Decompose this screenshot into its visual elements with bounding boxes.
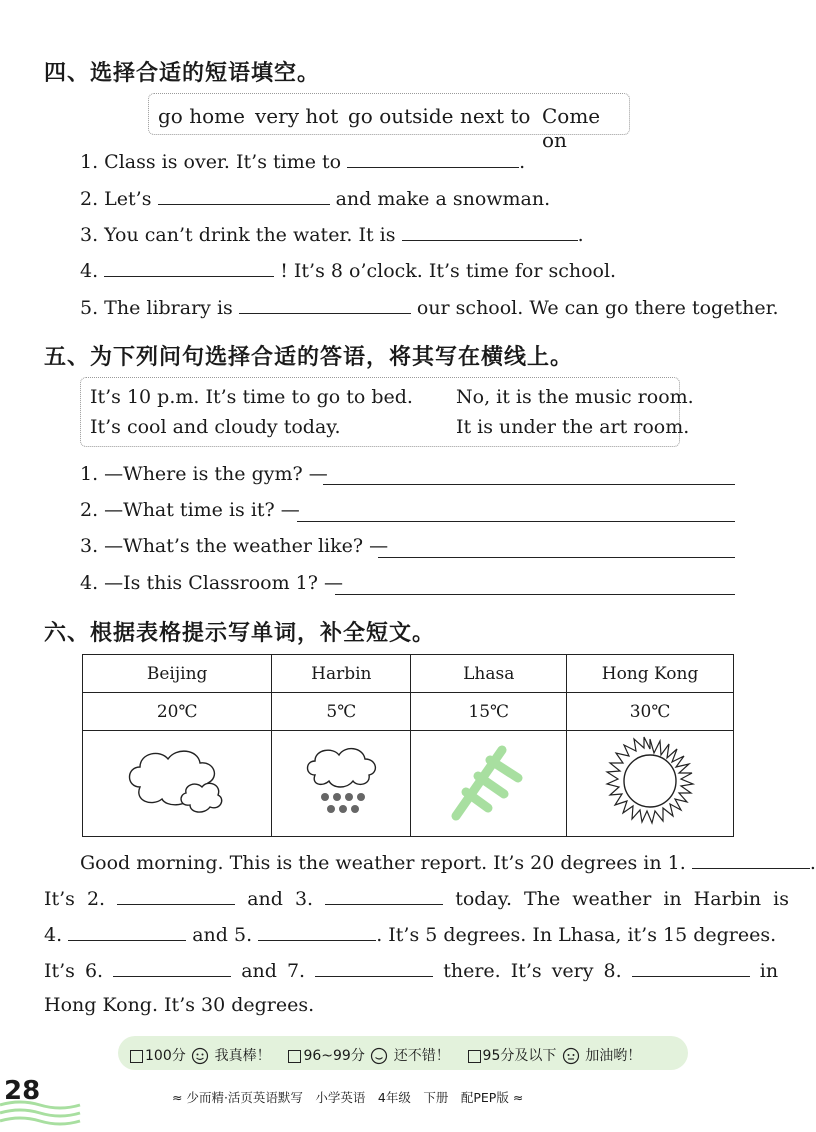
praise-label: 还不错！: [393, 1048, 450, 1064]
answer-blank[interactable]: [113, 958, 231, 977]
question-text: .: [519, 151, 526, 173]
passage-text: Good morning. This is the weather report. It’s 20 degrees in 1.: [80, 852, 686, 874]
answer-blank[interactable]: [104, 258, 274, 277]
passage-line-4: [44, 958, 778, 982]
phrase-item: go outside: [348, 104, 454, 128]
happy-face-icon: [190, 1047, 210, 1065]
temp-cell: 5℃: [272, 693, 411, 731]
praise-label: 加油哟！: [585, 1048, 642, 1064]
answer-blank[interactable]: [325, 886, 443, 905]
answer-option: It is under the art room.: [456, 416, 690, 438]
answer-option: No, it is the music room.: [456, 386, 694, 408]
question-4-2: [80, 186, 550, 210]
answer-blank[interactable]: [239, 295, 411, 314]
answer-line[interactable]: [335, 594, 735, 595]
passage-text: in: [759, 960, 779, 982]
score-checkbox[interactable]: [288, 1050, 301, 1063]
score-label: 100分: [145, 1048, 186, 1064]
weather-icon-cell: [272, 731, 411, 837]
temp-cell: 20℃: [83, 693, 272, 731]
cheer-face-icon: [561, 1047, 581, 1065]
answer-line[interactable]: [378, 557, 735, 558]
answer-blank[interactable]: [347, 149, 519, 168]
question-text: 1. Class is over. It’s time to: [80, 151, 342, 173]
question-5-3: 3. —What’s the weather like? —: [80, 535, 389, 557]
passage-text: and 5.: [192, 924, 253, 946]
cloudy-icon: [122, 741, 232, 821]
question-4-4: [80, 258, 616, 282]
question-text: 5. The library is: [80, 297, 233, 319]
answer-blank[interactable]: [402, 222, 578, 241]
question-4-1: [80, 149, 525, 173]
question-text: ! It’s 8 o’clock. It’s time for school.: [280, 260, 617, 282]
weather-table: [82, 654, 734, 837]
weather-icon-cell: [567, 731, 734, 837]
question-text: 2. Let’s: [80, 188, 152, 210]
passage-text: today. The weather in Harbin is: [455, 888, 789, 910]
passage-text: It’s 2.: [44, 888, 106, 910]
page-number: 28: [4, 1076, 41, 1106]
phrase-item: go home: [158, 104, 245, 128]
temp-cell: 30℃: [567, 693, 734, 731]
question-text: our school. We can go there together.: [416, 297, 779, 319]
answer-blank[interactable]: [158, 186, 330, 205]
self-evaluation: [130, 1045, 641, 1065]
question-text: 3. You can’t drink the water. It is: [80, 224, 396, 246]
section5-heading: 五、为下列问句选择合适的答语，将其写在横线上。: [44, 345, 574, 370]
question-5-1: 1. —Where is the gym? —: [80, 463, 328, 485]
passage-line-1: [80, 850, 816, 874]
answer-option: It’s 10 p.m. It’s time to go to bed.: [90, 386, 413, 408]
city-cell: Harbin: [272, 655, 411, 693]
answer-blank[interactable]: [692, 850, 810, 869]
answer-blank[interactable]: [68, 922, 186, 941]
question-text: and make a snowman.: [335, 188, 551, 210]
answer-options-box: [80, 377, 694, 447]
question-text: 4.: [80, 260, 99, 282]
answer-blank[interactable]: [258, 922, 376, 941]
question-5-2: 2. —What time is it? —: [80, 499, 300, 521]
section6-heading: 六、根据表格提示写单词，补全短文。: [44, 621, 436, 646]
passage-line-3: [44, 922, 776, 946]
passage-text: . It’s 5 degrees. In Lhasa, it’s 15 degrees.: [376, 924, 777, 946]
phrase-item: very hot: [255, 104, 339, 128]
city-cell: Beijing: [83, 655, 272, 693]
praise-label: 我真棒！: [214, 1048, 271, 1064]
passage-line-5: Hong Kong. It’s 30 degrees.: [44, 994, 315, 1016]
passage-text: 4.: [44, 924, 63, 946]
passage-line-2: [44, 886, 789, 910]
answer-blank[interactable]: [315, 958, 433, 977]
passage-text: and 3.: [247, 888, 314, 910]
answer-line[interactable]: [297, 521, 735, 522]
snowy-icon: [301, 741, 381, 821]
city-cell: Lhasa: [411, 655, 567, 693]
windy-icon: [444, 736, 534, 826]
phrase-item: next to: [460, 104, 531, 128]
phrase-box: [148, 93, 630, 152]
city-cell: Hong Kong: [567, 655, 734, 693]
passage-text: .: [809, 852, 816, 874]
weather-icon-cell: [411, 731, 567, 837]
passage-text: there. It’s very 8.: [443, 960, 622, 982]
question-4-5: [80, 295, 779, 319]
weather-icon-cell: [83, 731, 272, 837]
smile-face-icon: [369, 1047, 389, 1065]
question-5-4: 4. —Is this Classroom 1? —: [80, 572, 343, 594]
temp-cell: 15℃: [411, 693, 567, 731]
sunny-icon: [602, 733, 698, 829]
question-4-3: [80, 222, 584, 246]
score-checkbox[interactable]: [130, 1050, 143, 1063]
answer-blank[interactable]: [632, 958, 750, 977]
score-checkbox[interactable]: [468, 1050, 481, 1063]
answer-option: It’s cool and cloudy today.: [90, 416, 341, 438]
score-label: 95分及以下: [482, 1048, 557, 1064]
passage-text: and 7.: [241, 960, 306, 982]
section4-heading: 四、选择合适的短语填空。: [44, 61, 321, 86]
question-text: .: [577, 224, 584, 246]
passage-text: It’s 6.: [44, 960, 104, 982]
score-label: 96~99分: [303, 1048, 365, 1064]
answer-blank[interactable]: [117, 886, 235, 905]
book-info: ≈ 少而精·活页英语默写 小学英语 4年级 下册 配PEP版 ≈: [172, 1090, 524, 1105]
phrase-item: Come on: [542, 104, 601, 152]
answer-line[interactable]: [323, 484, 735, 485]
